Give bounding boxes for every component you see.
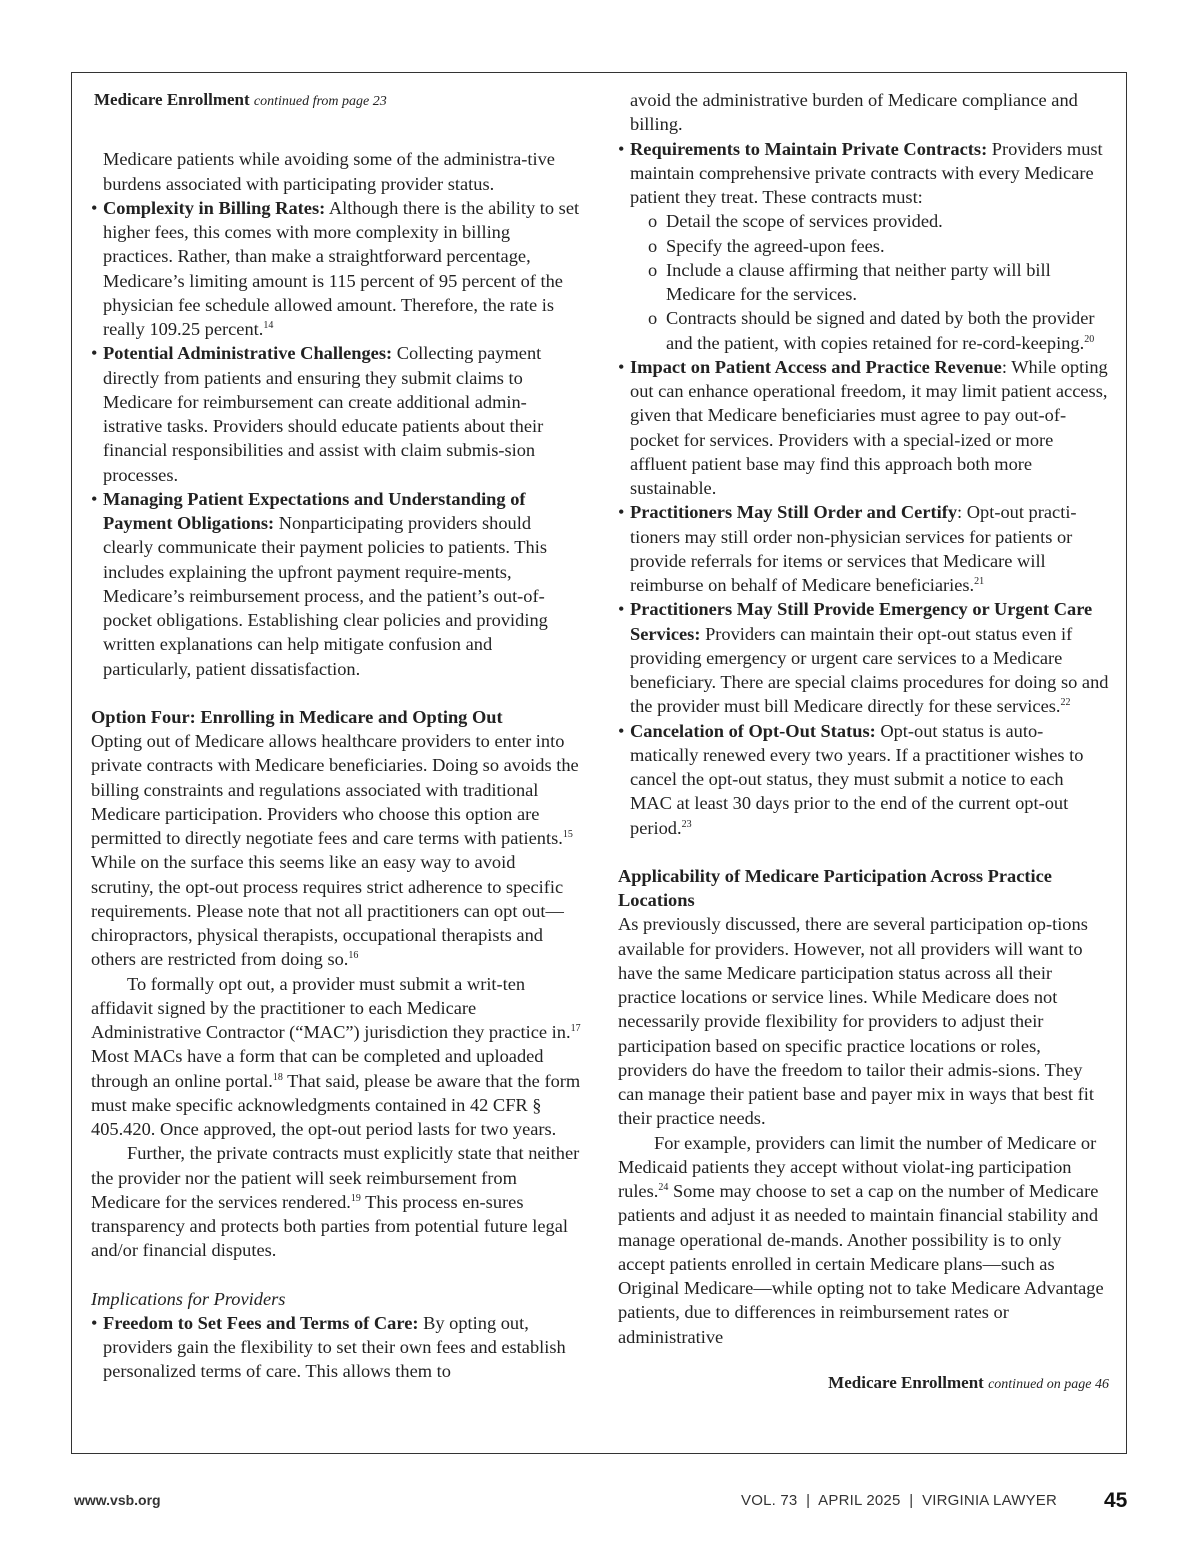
- section-heading: Option Four: Enrolling in Medicare and Opting Out: [91, 706, 503, 727]
- section-heading: Applicability of Medicare Participation Across Practice Locations: [618, 865, 1052, 910]
- continued-header-note: continued from page 23: [253, 94, 387, 109]
- footnote-ref: 22: [1060, 697, 1071, 709]
- continued-footer-title: Medicare Enrollment: [828, 1372, 984, 1392]
- bullet-lead: Potential Administrative Challenges:: [103, 343, 393, 364]
- bullet-lead: Practitioners May Still Order and Certify: [630, 502, 958, 523]
- paragraph: For example, providers can limit the number of Medicare or Medicaid patients they accept without violat-ing participation rules.$^{24}$ Some may choose to set a cap on the number of Medicare patients and adjust it as needed to maintain financial stability and manage operational de-mands. Another possibility is to only accept patients enrolled in certain Medicare plans—such as Original Medicare—while opting not to take Medicare Advantage patients, due to differences in reimbursement rates or administrative: [618, 1132, 1104, 1347]
- bullet-list: [618, 137, 1110, 840]
- bullet-list: [91, 196, 581, 681]
- subsection-heading: Implications for Providers: [91, 1288, 286, 1309]
- bullet-lead: Complexity in Billing Rates:: [103, 197, 326, 218]
- list-item: [618, 719, 1110, 840]
- bullet-text: Providers must maintain comprehensive private contracts with every Medicare patient they treat. These contracts must:: [630, 138, 1103, 207]
- sub-list: [630, 209, 1110, 355]
- continued-header-title: Medicare Enrollment: [94, 90, 250, 109]
- list-item: [91, 1311, 581, 1384]
- sub-list-item: o Specify the agreed-upon fees.: [654, 234, 1110, 258]
- continued-footer-note: continued on page 46: [988, 1376, 1109, 1392]
- bullet-text: : While opting out can enhance operational freedom, it may limit patient access, given that Medicare beneficiaries must agree to pay out-of-pocket for services. Providers with a special-ized or more affluent patient base may find this approach both more sustainable.: [630, 356, 1108, 498]
- continued-text: avoid the administrative burden of Medicare compliance and billing.: [630, 90, 1078, 135]
- footnote-ref: 16: [348, 950, 359, 962]
- sub-list-item: o Include a clause affirming that neither party will bill Medicare for the services.: [654, 258, 1110, 307]
- bullet-lead: Cancelation of Opt-Out Status:: [630, 720, 876, 741]
- bullet-text: Nonparticipating providers should clearly communicate their payment policies to patients. This includes explaining the upfront payment require-ments, Medicare’s reimbursement process, and the patient’s out-of-pocket obligations. Establishing clear policies and providing written explanations can help mitigate confusion and particularly, patient dissatisfaction.: [103, 513, 548, 679]
- continued-footer: [618, 1371, 1110, 1397]
- bullet-lead: Requirements to Maintain Private Contracts:: [630, 138, 988, 159]
- footnote-ref: 21: [974, 575, 985, 587]
- sub-list-item: o Contracts should be signed and dated by both the provider and the patient, with copies retained for re-cord-keeping.$^{20}$: [654, 306, 1110, 355]
- paragraph: Opting out of Medicare allows healthcare providers to enter into private contracts with Medicare beneficiaries. Doing so avoids the billing constraints and regulations associated with traditional Medicare participation. Providers who choose this option are permitted to directly negotiate fees and care terms with patients.$^{15}$ While on the surface this seems like an easy way to avoid scrutiny, the opt-out process requires strict adherence to specific requirements. Please note that not all practitioners can opt out—chiropractors, physical therapists, occupational therapists and others are restricted from doing so.$^{16}$: [91, 731, 579, 970]
- list-item: [618, 137, 1110, 355]
- bullet-lead: Impact on Patient Access and Practice Revenue: [630, 356, 1002, 377]
- bullet-lead: Practitioners May Still Provide Emergency or Urgent Care Services:: [630, 599, 1093, 644]
- list-item: [618, 355, 1110, 501]
- page-number: 45: [1104, 1489, 1128, 1512]
- bullet-text: Although there is the ability to set higher fees, this comes with more complexity in billing practices. Rather, than make a straightforward percentage, Medicare’s limiting amount is 115 percent of 95 percent of the physician fee schedule allowed amount. Therefore, the rate is really 109.25 percent.: [103, 197, 580, 339]
- footnote-ref: 23: [681, 818, 692, 830]
- paragraph: To formally opt out, a provider must submit a writ-ten affidavit signed by the practitioner to each Medicare Administrative Contractor (“MAC”) jurisdiction they practice in.$^{17}$ Most MACs have a form that can be completed and uploaded through an online portal.$^{18}$ That said, please be aware that the form must make specific acknowledgments contained in 42 CFR § 405.420. Once approved, the opt-out period lasts for two years.: [91, 973, 581, 1139]
- footnote-ref: 17: [570, 1022, 581, 1034]
- list-item: [91, 341, 581, 487]
- bullet-text: Collecting payment directly from patients and ensuring they submit claims to Medicare for reimbursement can create additional admin-istrative tasks. Providers should educate patients about their financial responsibilities and assist with claim submis-sion processes.: [103, 343, 544, 485]
- footnote-ref: 14: [263, 319, 274, 331]
- list-item: [618, 500, 1110, 597]
- bullet-list: [91, 1311, 581, 1384]
- paragraph: As previously discussed, there are several participation op-tions available for providers. However, not all providers will want to have the same Medicare participation status across all their practice locations or service lines. While Medicare does not necessarily provide flexibility for providers to adjust their participation based on specific practice locations or roles, providers do have the freedom to tailor their admis-sions. They can manage their patient base and payer mix in ways that best fit their practice needs.: [618, 914, 1094, 1129]
- bullet-text: By opting out, providers gain the flexibility to set their own fees and establish personalized terms of care. This allows them to: [103, 1312, 566, 1382]
- bullet-text: Opt-out status is auto-matically renewed every two years. If a practitioner wishes to cancel the opt-out status, they must submit a notice to each MAC at least 30 days prior to the end of the current opt-out period.: [630, 720, 1084, 838]
- list-item: [618, 597, 1110, 718]
- bullet-text: : Opt-out practi-tioners may still order non-physician services for patients or provide referrals for items or services that Medicare will reimburse on behalf of Medicare beneficiaries.: [630, 502, 1077, 595]
- left-column: [91, 88, 581, 1384]
- issue-info: VOL. 73 | APRIL 2025 | VIRGINIA LAWYER: [741, 1492, 1058, 1509]
- intro-paragraph: Medicare patients while avoiding some of the administra-tive burdens associated with participating provider status.: [103, 149, 555, 194]
- paragraph: Further, the private contracts must explicitly state that neither the provider nor the patient will seek reimbursement from Medicare for the services rendered.$^{19}$ This process en-sures transparency and protects both parties from potential future legal and/or financial disputes.: [91, 1143, 580, 1261]
- footnote-ref: 18: [272, 1071, 283, 1083]
- bullet-lead: Freedom to Set Fees and Terms of Care:: [103, 1312, 419, 1333]
- bullet-text: Providers can maintain their opt-out status even if providing emergency or urgent care services to a Medicare beneficiary. There are special claims procedures for doing so and the provider must bill Medicare directly for these services.: [630, 623, 1109, 717]
- footnote-ref: 19: [350, 1192, 361, 1204]
- list-item: [91, 487, 581, 681]
- footnote-ref: 24: [658, 1181, 669, 1193]
- right-column: [618, 88, 1110, 1397]
- continued-header: [94, 88, 581, 114]
- sub-list-item: o Detail the scope of services provided.: [654, 209, 1110, 233]
- website-link[interactable]: www.vsb.org: [74, 1492, 161, 1508]
- bullet-lead: Managing Patient Expectations and Understanding of Payment Obligations:: [103, 488, 526, 533]
- footnote-ref: 15: [562, 828, 573, 840]
- footnote-ref: 20: [1084, 333, 1095, 345]
- list-item: [91, 196, 581, 342]
